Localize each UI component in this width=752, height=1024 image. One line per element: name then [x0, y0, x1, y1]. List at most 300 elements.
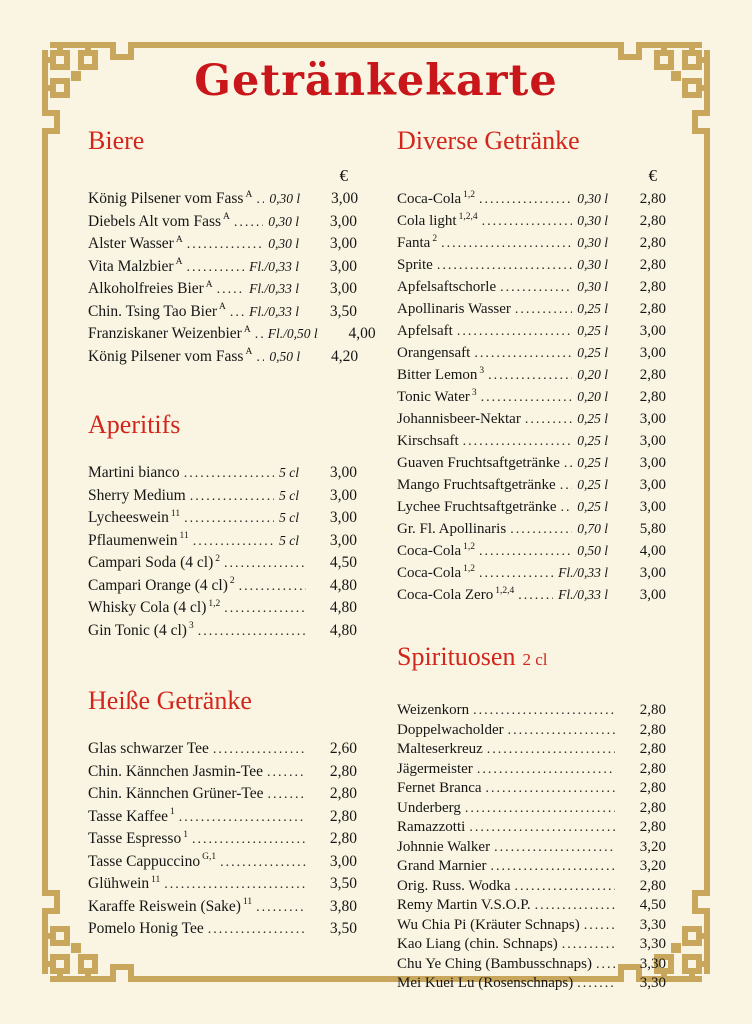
dotted-leader: [193, 530, 274, 553]
dotted-leader: [230, 301, 244, 324]
menu-item-row: [397, 540, 666, 562]
item-name: [397, 189, 475, 210]
item-price: 3,00: [329, 486, 357, 504]
menu-item-row: [397, 818, 666, 838]
item-name: [397, 519, 506, 540]
item-name: [88, 597, 220, 619]
item-price: 2,80: [639, 702, 666, 718]
item-size: Fl./0,50 l: [267, 326, 318, 341]
menu-item-row: [88, 851, 357, 874]
item-footnote: 3: [471, 388, 477, 398]
dotted-leader: [267, 761, 306, 784]
item-price: 3,30: [639, 955, 666, 972]
item-size: 0,25 l: [577, 477, 608, 492]
item-name: [397, 838, 490, 858]
menu-item-row: [397, 584, 666, 606]
item-price: 2,80: [329, 785, 357, 802]
item-price: 3,00: [639, 587, 666, 603]
dotted-leader: [463, 431, 573, 452]
item-name: [397, 760, 473, 780]
menu-item-row: [397, 430, 666, 452]
menu-item-row: [397, 320, 666, 342]
item-name: [88, 896, 252, 918]
dotted-leader: [457, 321, 572, 342]
dotted-leader: [217, 278, 244, 301]
item-name-text: Johannisbeer-Nektar: [397, 411, 521, 427]
item-footnote: A: [175, 257, 183, 268]
item-name: [88, 530, 189, 552]
dotted-leader: [515, 299, 572, 320]
menu-item-row: [88, 918, 357, 941]
gold-frame-left: [42, 148, 48, 876]
item-name-text: Coca-Cola Zero: [397, 587, 494, 603]
item-footnote: A: [243, 324, 251, 335]
item-size: Fl./0,33 l: [249, 303, 299, 319]
item-name: [88, 211, 230, 233]
item-name: [88, 462, 180, 484]
item-name: [397, 935, 558, 955]
dotted-leader: [469, 818, 615, 838]
item-footnote: 1,2,4: [458, 212, 478, 222]
item-price: 4,50: [329, 554, 357, 571]
item-name: [88, 828, 188, 850]
menu-item-row: [88, 530, 357, 553]
item-name: [397, 299, 511, 320]
item-name: [397, 721, 504, 741]
item-price: 2,60: [329, 740, 357, 757]
item-name: [397, 211, 478, 232]
item-name-text: Pomelo Honig Tee: [88, 920, 204, 937]
dotted-leader: [479, 541, 572, 562]
item-name: [397, 387, 477, 408]
item-size: 0,30 l: [577, 257, 608, 272]
item-name-text: Weizenkorn: [397, 702, 470, 718]
item-price: 4,80: [329, 576, 357, 594]
menu-columns: [88, 122, 666, 991]
menu-item-row: [88, 507, 357, 530]
item-footnote: 1: [183, 829, 188, 840]
item-list: [88, 188, 376, 368]
menu-item-row: [397, 857, 666, 877]
item-footnote: 1,2: [463, 190, 476, 200]
item-size: 0,25 l: [577, 433, 608, 448]
dotted-leader: [164, 873, 306, 896]
item-name: [397, 740, 483, 760]
menu-item-row: [397, 210, 666, 232]
item-name-text: Glas schwarzer Tee: [88, 740, 209, 757]
item-size: Fl./0,33 l: [249, 281, 299, 296]
item-name-text: Gin Tonic (4 cl): [88, 621, 187, 639]
menu-item-row: [397, 740, 666, 760]
menu-item-row: [88, 828, 357, 851]
item-name-text: Apfelsaft: [397, 323, 453, 339]
item-name-text: Apollinaris Wasser: [397, 301, 511, 317]
dotted-leader: [186, 256, 244, 279]
item-name-text: Chu Ye Ching (Bambusschnaps): [397, 955, 593, 972]
item-name-text: Mango Fruchtsaftgetränke: [397, 477, 556, 493]
item-price: 2,80: [639, 367, 666, 383]
dotted-leader: [437, 255, 572, 276]
item-name-text: Tasse Cappuccino: [88, 852, 201, 870]
item-size: 0,30 l: [268, 213, 299, 229]
item-size: 0,70 l: [577, 521, 608, 536]
item-price: 3,00: [639, 323, 666, 339]
dotted-leader: [224, 552, 306, 575]
item-name-text: Tasse Espresso: [88, 830, 182, 847]
dotted-leader: [494, 838, 615, 858]
dotted-leader: [518, 585, 553, 606]
dotted-leader: [192, 828, 306, 851]
item-name-text: Campari Orange (4 cl): [88, 576, 228, 594]
item-size: 0,30 l: [577, 191, 608, 206]
menu-item-row: [397, 298, 666, 320]
item-price: 2,80: [639, 279, 666, 295]
item-name-text: Bitter Lemon: [397, 367, 478, 383]
item-name-text: Vita Malzbier: [88, 257, 174, 275]
item-name: [397, 431, 459, 452]
item-size: 5 cl: [279, 510, 299, 525]
item-name: [397, 799, 461, 819]
item-size: 0,20 l: [577, 389, 608, 404]
item-size: 0,25 l: [577, 301, 608, 316]
item-name-text: Tonic Water: [397, 389, 470, 405]
menu-item-row: [88, 462, 357, 485]
item-price: 2,80: [639, 191, 666, 207]
dotted-leader: [479, 563, 553, 584]
item-name-text: Cola light: [397, 213, 457, 229]
item-size: 0,50 l: [269, 348, 301, 364]
item-name-text: Orig. Russ. Wodka: [397, 877, 511, 894]
item-name: [397, 343, 470, 364]
item-footnote: A: [245, 347, 253, 358]
item-footnote: 1: [169, 807, 175, 818]
dotted-leader: [562, 935, 615, 955]
item-footnote: 1,2: [463, 542, 476, 552]
menu-item-row: [397, 188, 666, 210]
dotted-leader: [256, 346, 264, 369]
item-list: [88, 738, 357, 941]
menu-section: [397, 126, 666, 606]
menu-item-row: [88, 552, 357, 575]
item-footnote: 11: [179, 531, 189, 542]
gold-frame-top: [148, 42, 604, 48]
section-heading: [397, 126, 666, 156]
item-name: [88, 783, 264, 805]
dotted-leader: [564, 453, 572, 474]
item-name-text: Sherry Medium: [88, 486, 186, 504]
item-name: [397, 896, 531, 916]
dotted-leader: [488, 365, 572, 386]
section-heading-text: Spirituosen: [397, 642, 516, 671]
item-price: 2,80: [639, 721, 666, 738]
item-footnote: 1,2,4: [495, 586, 515, 596]
section-heading-text: Heiße Getränke: [88, 686, 252, 715]
item-name: [88, 485, 186, 507]
item-name: [397, 453, 560, 474]
item-size: 0,20 l: [577, 367, 608, 382]
item-size: 5 cl: [279, 465, 299, 480]
item-price: 3,00: [329, 509, 357, 526]
menu-item-row: [88, 806, 357, 829]
item-price: 3,80: [329, 897, 357, 915]
item-name-text: Alster Wasser: [88, 235, 174, 252]
item-name-text: Grand Marnier: [397, 858, 487, 874]
section-heading: [88, 686, 357, 716]
item-name-text: Johnnie Walker: [397, 838, 491, 855]
menu-item-row: [397, 838, 666, 858]
menu-item-row: [397, 452, 666, 474]
item-footnote: 2: [215, 553, 221, 564]
section-heading-text: Diverse Getränke: [397, 126, 580, 155]
item-name: [88, 620, 194, 642]
dotted-leader: [184, 462, 274, 485]
item-name: [88, 323, 251, 345]
menu-item-row: [88, 783, 357, 806]
dotted-leader: [184, 507, 274, 530]
item-size: 0,50 l: [577, 543, 608, 558]
dotted-leader: [508, 721, 615, 741]
item-price: 3,00: [329, 531, 357, 549]
menu-item-row: [88, 211, 357, 234]
item-name: [397, 585, 514, 606]
menu-item-row: [397, 916, 666, 936]
item-size: Fl./0,33 l: [558, 587, 608, 602]
dotted-leader: [256, 188, 264, 211]
item-name-text: Diebels Alt vom Fass: [88, 212, 222, 230]
dotted-leader: [486, 779, 615, 799]
item-price: 3,00: [329, 235, 357, 252]
dotted-leader: [525, 409, 572, 430]
item-name: [397, 475, 556, 496]
item-price: 4,80: [329, 621, 357, 639]
item-price: 3,00: [639, 411, 666, 427]
item-price: 2,80: [639, 819, 666, 835]
item-name-text: Lycheeswein: [88, 509, 169, 526]
item-footnote: A: [175, 234, 183, 245]
item-price: 3,00: [639, 499, 666, 515]
menu-item-row: [88, 485, 357, 508]
item-price: 2,80: [639, 257, 666, 273]
menu-item-row: [397, 974, 666, 994]
item-size: Fl./0,33 l: [558, 565, 608, 580]
item-footnote: A: [223, 212, 230, 223]
dotted-leader: [255, 323, 263, 346]
item-name: [88, 761, 263, 783]
dotted-leader: [510, 519, 572, 540]
item-size: 0,25 l: [577, 411, 608, 426]
menu-item-row: [397, 799, 666, 819]
item-price: 3,00: [639, 433, 666, 449]
item-name: [397, 818, 465, 838]
gold-frame-right: [704, 148, 710, 876]
section-heading-text: Biere: [88, 126, 145, 155]
item-name-text: Fanta: [397, 235, 431, 251]
item-price: 3,30: [639, 936, 666, 952]
item-name-text: Doppelwacholder: [397, 721, 504, 738]
item-name: [88, 278, 213, 300]
item-name: [88, 233, 183, 255]
menu-item-row: [88, 597, 357, 620]
item-size: 0,30 l: [577, 213, 608, 228]
dotted-leader: [179, 806, 306, 829]
item-price: 3,00: [639, 477, 666, 493]
item-price: 5,80: [639, 521, 666, 537]
item-size: 0,30 l: [577, 279, 608, 294]
item-name: [397, 497, 557, 518]
item-name: [397, 701, 469, 721]
item-price: 3,00: [639, 455, 666, 471]
menu-item-row: [88, 346, 357, 369]
item-name: [397, 541, 475, 562]
item-name-text: Coca-Cola: [397, 191, 462, 207]
item-price: 2,80: [639, 760, 666, 777]
item-footnote: 2: [229, 576, 235, 587]
dotted-leader: [465, 799, 615, 819]
menu-item-row: [88, 620, 357, 643]
menu-item-row: [88, 278, 357, 301]
item-price: 2,80: [639, 877, 666, 894]
item-price: 4,80: [329, 599, 357, 616]
dotted-leader: [515, 877, 615, 897]
menu-item-row: [88, 738, 357, 761]
item-price: 2,80: [639, 741, 666, 757]
item-price: 3,00: [329, 212, 357, 230]
item-name-text: Coca-Cola: [397, 543, 462, 559]
item-price: 3,00: [329, 464, 357, 481]
dotted-leader: [441, 233, 572, 254]
item-price: 3,20: [639, 858, 666, 874]
item-price: 3,50: [329, 302, 357, 320]
item-size: 5 cl: [279, 487, 299, 503]
item-name: [88, 851, 216, 873]
menu-item-row: [397, 779, 666, 799]
item-name-text: Campari Soda (4 cl): [88, 554, 214, 571]
dotted-leader: [477, 760, 615, 780]
item-name-text: Karaffe Reiswein (Sake): [88, 897, 241, 915]
item-name: [88, 346, 252, 368]
dotted-leader: [208, 918, 306, 941]
item-name-text: Gr. Fl. Apollinaris: [397, 521, 507, 537]
dotted-leader: [256, 896, 306, 919]
item-name-text: König Pilsener vom Fass: [88, 190, 244, 207]
item-name: [88, 806, 175, 828]
item-name: [397, 321, 453, 342]
item-name-text: Malteserkreuz: [397, 741, 483, 757]
menu-item-row: [88, 323, 376, 346]
item-name-text: Whisky Cola (4 cl): [88, 599, 207, 616]
item-name-text: Alkoholfreies Bier: [88, 280, 204, 297]
menu-item-row: [88, 761, 357, 784]
item-name: [397, 563, 475, 584]
item-name: [397, 955, 592, 975]
menu-item-row: [88, 873, 357, 896]
menu-item-row: [397, 276, 666, 298]
menu-section: [88, 126, 376, 368]
currency-header: €: [648, 166, 657, 185]
item-name-text: Sprite: [397, 257, 433, 273]
item-price: 3,00: [329, 257, 357, 275]
item-footnote: 11: [151, 874, 161, 885]
menu-item-row: [397, 254, 666, 276]
dotted-leader: [535, 896, 615, 916]
menu-item-row: [397, 877, 666, 897]
menu-item-row: [397, 935, 666, 955]
menu-item-row: [397, 364, 666, 386]
menu-item-row: [88, 896, 357, 919]
item-price: 3,30: [639, 975, 666, 991]
dotted-leader: [473, 701, 615, 721]
currency-header: €: [339, 166, 348, 185]
item-price: 3,00: [639, 345, 666, 361]
menu-section: [88, 686, 357, 941]
menu-item-row: [397, 896, 666, 916]
dotted-leader: [213, 738, 306, 761]
menu-item-row: [397, 474, 666, 496]
item-name: [88, 507, 180, 529]
item-list: [397, 188, 666, 606]
item-name-text: Remy Martin V.S.O.P.: [397, 897, 531, 913]
item-price: 3,50: [329, 920, 357, 937]
item-name: [88, 188, 252, 210]
item-size: 0,25 l: [577, 345, 608, 360]
item-footnote: A: [205, 279, 213, 290]
item-footnote: G,1: [202, 852, 217, 863]
dotted-leader: [474, 343, 572, 364]
item-size: 0,25 l: [577, 455, 608, 470]
menu-item-row: [88, 233, 357, 256]
item-price: 3,00: [329, 280, 357, 297]
item-name-text: Lychee Fruchtsaftgetränke: [397, 499, 557, 515]
menu-item-row: [397, 721, 666, 741]
item-price: 4,00: [639, 543, 666, 559]
item-name-text: Mei Kuei Lu (Rosenschnaps): [397, 975, 574, 991]
dotted-leader: [596, 955, 615, 975]
item-footnote: A: [245, 189, 253, 200]
dotted-leader: [481, 387, 573, 408]
item-name-text: Pflaumenwein: [88, 531, 178, 549]
item-list: [397, 701, 666, 994]
item-name-text: Fernet Branca: [397, 780, 482, 796]
item-footnote: A: [219, 302, 226, 313]
item-price: 2,80: [639, 235, 666, 251]
item-name-text: Chin. Tsing Tao Bier: [88, 302, 218, 320]
dotted-leader: [500, 277, 572, 298]
item-price: 2,80: [329, 762, 357, 780]
item-name: [397, 779, 482, 799]
item-price: 4,50: [639, 897, 666, 913]
item-name: [397, 857, 487, 877]
item-name-text: Franziskaner Weizenbier: [88, 325, 242, 342]
menu-item-row: [397, 955, 666, 975]
item-size: 0,25 l: [577, 499, 608, 514]
menu-item-row: [397, 701, 666, 721]
item-name: [397, 277, 496, 298]
dotted-leader: [239, 575, 306, 598]
item-price: 3,50: [329, 875, 357, 892]
item-name-text: Apfelsaftschorle: [397, 279, 497, 295]
item-name-text: Jägermeister: [397, 760, 473, 777]
item-name: [397, 916, 580, 936]
dotted-leader: [487, 740, 615, 760]
item-name-text: Chin. Kännchen Grüner-Tee: [88, 785, 264, 802]
dotted-leader: [479, 189, 572, 210]
menu-item-row: [397, 760, 666, 780]
item-size: 0,25 l: [577, 323, 608, 338]
dotted-leader: [220, 851, 306, 874]
menu-item-row: [88, 256, 357, 279]
item-name: [397, 409, 521, 430]
item-name: [88, 575, 235, 597]
